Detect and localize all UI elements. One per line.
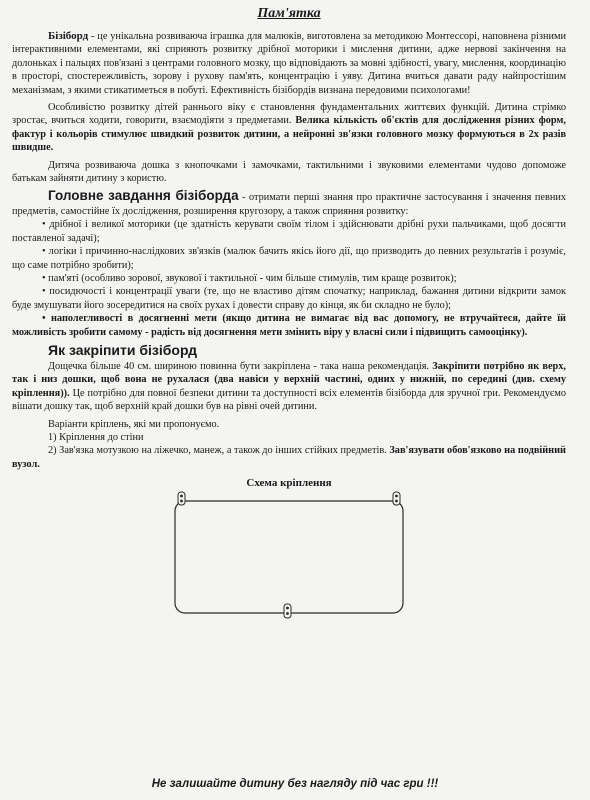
mounting-tail: Це потрібно для повної безпеки дитини та доступності всіх елементів бізіборда для зручної гри. Рекомендуємо вішати дошку так, щоб верхній край дошки був на рівні очей дитини. — [12, 387, 566, 413]
main-task-text: - отримати перші знання про практичне застосування і значення певних предметів, самостійне їх дослідження, розширення кругозору, а також сприяння розвитку: — [12, 192, 566, 217]
hanger-top-right-icon — [393, 492, 400, 505]
option-wall: 1) Кріплення до стіни — [48, 431, 144, 443]
page-title: Пам'ятка — [257, 6, 321, 21]
paragraph-development — [12, 101, 566, 155]
hanger-bottom-center-icon — [284, 604, 291, 618]
scheme-title: Схема кріплення — [246, 477, 332, 490]
mounting-plain: Дощечка більше 40 см. шириною повинна бути закріплена - така наша рекомендація. — [48, 360, 433, 372]
options-intro: Варіанти кріплень, які ми пропонуємо. — [48, 418, 220, 430]
list-item: • наполегливості в досягненні мети (якщо дитина не вимагає від вас допомогу, не втручайтеся, дайте їй можливість зробити самому - радість від досягнення мети змінить віру у власні сили і підвищить самооцінку). — [12, 313, 566, 338]
list-item: • пам'яті (особливо зорової, звукової і тактильної - чим більше стимулів, тим краще розвиток); — [42, 272, 457, 284]
paragraph-board: Дитяча розвиваюча дошка з кнопочками і замочками, тактильними і звуковими елементами чудово допоможе батькам зайняти дитину з користю. — [12, 159, 566, 185]
option-rope — [12, 444, 566, 471]
intro-paragraph — [12, 30, 566, 97]
paragraph-development-plain: Особливістю розвитку дітей раннього віку є становлення фундаментальних життєвих функцій. Дитина стрімко зростає, вчиться ходити, говорити, взаємодіяти з предметами. — [12, 102, 566, 127]
option-rope-plain: 2) Зав'язка мотузкою на ліжечко, манеж, а також до інших стійких предметів. — [48, 445, 390, 457]
mounting-bold: Закріпити потрібно як верх, так і низ дошки, щоб вона не рухалася (два навіси у верхній частині, одних у нижній, по середині (див. схему кріплення)). — [12, 360, 566, 399]
supervision-warning: Не залишайте дитину без нагляду під час гри !!! — [151, 778, 439, 790]
paragraph-development-bold: Велика кількість об'єктів для дослідження різних форм, фактур і кольорів стимулює швидкий розвиток дитини, а нейронні зв'язки головного мозку формуються в 2х разів швидше. — [12, 115, 566, 154]
mounting-scheme-diagram — [169, 489, 409, 619]
main-task-heading: Головне завдання бізіборда — [48, 188, 239, 204]
intro-text: - це унікальна розвиваюча іграшка для малюків, виготовлена за методикою Монтессорі, наповнена різними інтерактивними елементами, які сприяють розвитку дрібної моторики і мислення дитини, адже нервові закінчення на долоньках і пальцях пов'язані з центрами головного мозку, що відповідають за мовні здібності, увагу, мислення, координацію в просторі, спостережливість, зорову і рухову пам'ять, концентрацію і уяву. Дитина вчиться давати раду найпростішим механізмам, з якими стикатиметься в побуті. Ефективність бізібордів визнана передовими психологами! — [12, 31, 566, 96]
option-rope-bold: Зав'язувати обов'язково на подвійний вузол. — [12, 445, 566, 470]
mounting-heading-block — [48, 342, 566, 360]
board-outline — [175, 501, 403, 613]
main-task-paragraph — [12, 189, 566, 218]
list-item: • логіки і причинно-наслідкових зв'язків (малюк бачить якісь його дії, що призводить до певних результатів і розуміє, що саме потрібно зробити); — [12, 246, 566, 271]
intro-term: Бізіборд — [48, 30, 89, 42]
list-item: • посидючості і концентрації уваги (те, що не властиво дітям спочатку; наприклад, бажання дитини відкрити замок буде змушувати його зосередитися на своїх рухах і довести справу до кінця, як би складно не було); — [12, 286, 566, 311]
mounting-heading: Як закріпити бізіборд — [48, 341, 198, 358]
hanger-top-left-icon — [178, 492, 185, 505]
mounting-paragraph — [12, 360, 566, 414]
development-list — [12, 218, 566, 339]
list-item: • дрібної і великої моторики (це здатність керувати своїм тілом і здійснювати дрібні рухи пальчиками, щоб досягти поставленої задачі); — [12, 219, 566, 244]
